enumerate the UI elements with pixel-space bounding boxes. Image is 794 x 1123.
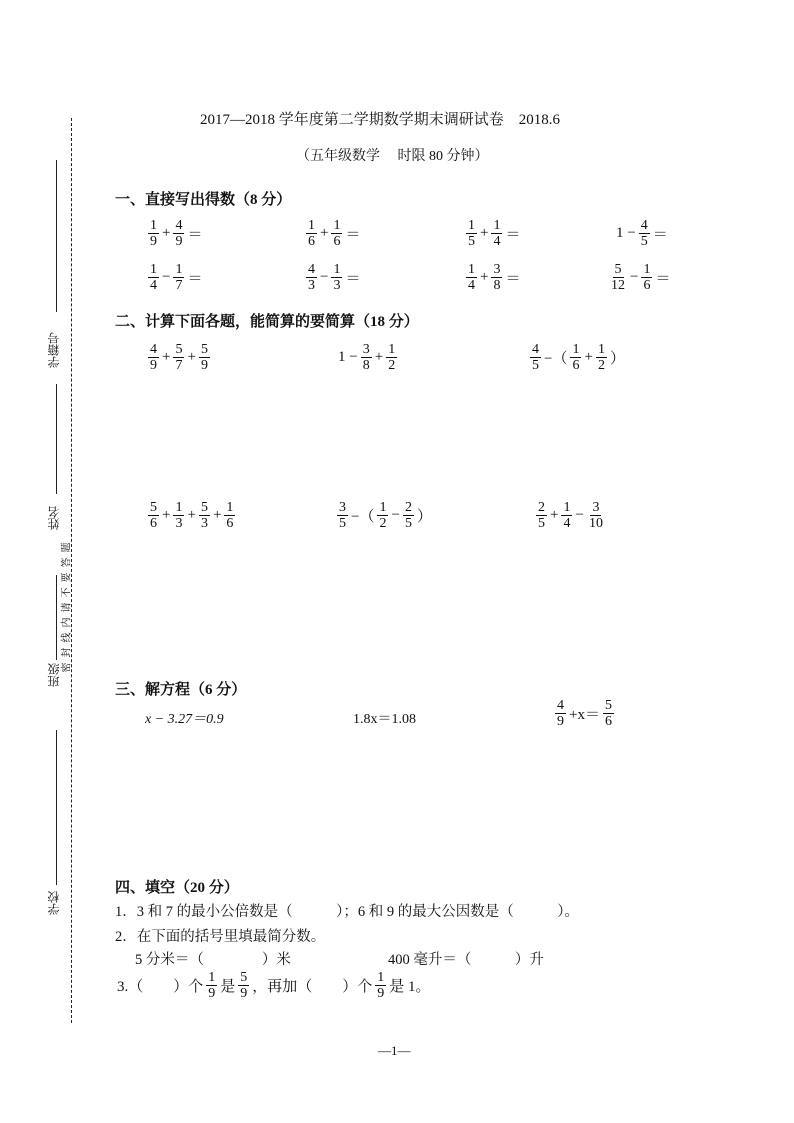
- denominator: 6: [308, 234, 315, 249]
- s1-item-6: [305, 262, 362, 293]
- denominator: 9: [175, 234, 183, 249]
- numerator: 3: [493, 262, 501, 277]
- fraction: [331, 218, 342, 249]
- fraction: [377, 500, 388, 531]
- fraction: [361, 342, 372, 373]
- exam-subtitle: （五年级数学 时限 80 分钟）: [296, 149, 489, 164]
- numerator: 1: [208, 970, 216, 985]
- student-id-line: [56, 160, 57, 312]
- operator: −（: [351, 509, 375, 525]
- denominator: 3: [200, 516, 208, 531]
- fraction: [148, 262, 159, 293]
- fraction: [466, 218, 477, 249]
- operator: 是 1。: [389, 979, 431, 995]
- s3-equation-1: x − 3.27＝0.9: [145, 712, 224, 727]
- section3-heading: 三、解方程（6 分）: [115, 682, 247, 698]
- denominator: 6: [572, 358, 580, 373]
- numerator: 1: [175, 500, 183, 515]
- fraction: [641, 262, 652, 293]
- numerator: 1: [572, 342, 580, 357]
- operator: +: [584, 349, 593, 365]
- fraction: [173, 500, 184, 531]
- numerator: 1: [468, 218, 475, 233]
- denominator: 9: [377, 986, 385, 1001]
- section2-heading: 二、计算下面各题，能简算的要简算（18 分）: [115, 314, 419, 330]
- s4-question-2b: 400 毫升＝（ ）升: [388, 952, 544, 968]
- s1-item-4: [614, 218, 670, 249]
- denominator: 5: [468, 234, 475, 249]
- numerator: 5: [200, 342, 208, 357]
- operator: −: [575, 507, 584, 523]
- numerator: 1: [308, 218, 315, 233]
- numerator: 3: [362, 342, 370, 357]
- operator: ＝: [187, 271, 203, 287]
- seal-char: 答: [61, 557, 73, 568]
- numerator: 1: [150, 218, 157, 233]
- operator: ＝: [345, 271, 361, 287]
- numerator: 1: [468, 262, 475, 277]
- s2-item-3: [529, 342, 627, 373]
- operator: −: [162, 269, 171, 285]
- denominator: 6: [643, 278, 651, 293]
- fraction: [206, 970, 217, 1001]
- fraction: [173, 262, 184, 293]
- operator: +: [187, 349, 196, 365]
- seal-char: 密: [61, 662, 73, 673]
- seal-char: 题: [61, 542, 73, 553]
- numerator: 5: [240, 970, 248, 985]
- operator: +: [162, 349, 171, 365]
- s2-item-2: [336, 342, 398, 373]
- denominator: 12: [611, 278, 625, 293]
- fraction: [337, 500, 348, 531]
- fraction: [466, 262, 477, 293]
- fraction: [148, 342, 159, 373]
- name-line: [56, 384, 57, 494]
- denominator: 5: [339, 516, 346, 531]
- fraction: [148, 218, 159, 249]
- numerator: 5: [604, 698, 612, 713]
- numerator: 4: [532, 342, 539, 357]
- operator: 1 −: [616, 225, 636, 241]
- operator: +: [550, 507, 559, 523]
- fraction: [491, 218, 502, 249]
- fraction: [375, 970, 386, 1001]
- fraction: [148, 500, 159, 531]
- operator: −: [630, 269, 639, 285]
- fraction: [570, 342, 581, 373]
- denominator: 5: [532, 358, 539, 373]
- denominator: 4: [150, 278, 157, 293]
- fraction: [238, 970, 249, 1001]
- denominator: 9: [557, 714, 564, 729]
- denominator: 5: [640, 234, 648, 249]
- s1-item-2: [305, 218, 362, 249]
- s2-item-6: [535, 500, 606, 531]
- operator: −: [391, 507, 400, 523]
- numerator: 1: [597, 342, 605, 357]
- numerator: 5: [150, 500, 157, 515]
- s1-item-5: [147, 262, 204, 293]
- s3-equation-3: [554, 698, 615, 729]
- denominator: 6: [333, 234, 341, 249]
- numerator: 1: [150, 262, 157, 277]
- s2-item-5: [336, 500, 434, 531]
- exam-title: 2017—2018 学年度第二学期数学期末调研试卷 2018.6: [200, 112, 561, 128]
- class-line: [56, 575, 57, 660]
- seal-char: 封: [61, 647, 73, 658]
- seal-char: 内: [61, 617, 73, 628]
- operator: −: [320, 269, 329, 285]
- numerator: 5: [200, 500, 208, 515]
- operator: +: [187, 507, 196, 523]
- student-id-label: 学籍号: [47, 332, 61, 368]
- numerator: 1: [175, 262, 183, 277]
- denominator: 2: [597, 358, 605, 373]
- operator: ，再加（ ）个: [252, 979, 373, 995]
- denominator: 4: [563, 516, 571, 531]
- fraction: [561, 500, 572, 531]
- operator: ）: [609, 351, 625, 367]
- numerator: 4: [150, 342, 157, 357]
- school-line: [56, 730, 57, 885]
- operator: 3.（ ）个: [117, 979, 204, 995]
- denominator: 5: [404, 516, 412, 531]
- denominator: 2: [379, 516, 387, 531]
- seal-char: 不: [61, 587, 73, 598]
- denominator: 6: [604, 714, 612, 729]
- operator: +x＝: [569, 707, 600, 723]
- numerator: 1: [377, 970, 385, 985]
- fraction: [587, 500, 605, 531]
- numerator: 2: [538, 500, 545, 515]
- numerator: 1: [226, 500, 234, 515]
- fraction: [536, 500, 547, 531]
- fraction: [306, 218, 317, 249]
- operator: +: [162, 507, 171, 523]
- fraction: [199, 500, 210, 531]
- operator: +: [480, 269, 489, 285]
- denominator: 5: [538, 516, 545, 531]
- numerator: 1: [643, 262, 651, 277]
- fraction: [609, 262, 627, 293]
- fraction: [199, 342, 210, 373]
- seal-warning-text: [62, 540, 72, 675]
- fraction: [403, 500, 414, 531]
- numerator: 5: [175, 342, 183, 357]
- operator: ＝: [505, 227, 521, 243]
- fraction: [596, 342, 607, 373]
- operator: +: [320, 225, 329, 241]
- fraction: [224, 500, 235, 531]
- denominator: 4: [468, 278, 475, 293]
- s1-item-8: [608, 262, 672, 293]
- denominator: 9: [150, 358, 157, 373]
- numerator: 1: [333, 218, 341, 233]
- page-number: —1—: [378, 1043, 411, 1058]
- operator: ＝: [652, 227, 668, 243]
- denominator: 8: [493, 278, 501, 293]
- denominator: 3: [308, 278, 315, 293]
- denominator: 7: [175, 358, 183, 373]
- s1-item-1: [147, 218, 204, 249]
- s3-equation-2: 1.8x＝1.08: [353, 712, 416, 727]
- fraction: [603, 698, 614, 729]
- operator: ＝: [345, 227, 361, 243]
- operator: 是: [220, 979, 236, 995]
- denominator: 9: [240, 986, 248, 1001]
- school-label: 学校: [47, 891, 61, 915]
- name-label: 姓名: [47, 506, 61, 530]
- s4-question-2: 2．在下面的括号里填最简分数。: [115, 929, 326, 945]
- denominator: 10: [588, 516, 603, 531]
- denominator: 3: [175, 516, 183, 531]
- s2-item-4: [147, 500, 236, 531]
- numerator: 4: [308, 262, 315, 277]
- s4-question-1: 1．3 和 7 的最小公倍数是（ ）；6 和 9 的最大公因数是（ ）。: [115, 904, 579, 920]
- fraction: [530, 342, 541, 373]
- operator: +: [480, 225, 489, 241]
- s4-question-3: [115, 970, 433, 1001]
- numerator: 3: [592, 500, 600, 515]
- s2-item-1: [147, 342, 211, 373]
- denominator: 3: [333, 278, 341, 293]
- numerator: 5: [614, 262, 622, 277]
- fraction: [306, 262, 317, 293]
- denominator: 8: [362, 358, 370, 373]
- numerator: 3: [339, 500, 346, 515]
- operator: ）: [416, 509, 432, 525]
- numerator: 4: [640, 218, 648, 233]
- denominator: 7: [175, 278, 183, 293]
- seal-char: 请: [61, 602, 73, 613]
- fraction: [555, 698, 566, 729]
- operator: −（: [544, 351, 568, 367]
- numerator: 4: [175, 218, 183, 233]
- denominator: 9: [208, 986, 216, 1001]
- denominator: 6: [150, 516, 157, 531]
- numerator: 1: [388, 342, 396, 357]
- s1-item-3: [465, 218, 522, 249]
- operator: ＝: [655, 271, 671, 287]
- seal-char: 要: [61, 572, 73, 583]
- numerator: 4: [557, 698, 564, 713]
- operator: 1 −: [338, 349, 358, 365]
- numerator: 1: [493, 218, 501, 233]
- operator: ＝: [505, 271, 521, 287]
- denominator: 6: [226, 516, 234, 531]
- numerator: 1: [563, 500, 571, 515]
- numerator: 2: [404, 500, 412, 515]
- section4-heading: 四、填空（20 分）: [115, 880, 239, 896]
- fraction: [386, 342, 397, 373]
- fraction: [173, 218, 184, 249]
- operator: +: [162, 225, 171, 241]
- operator: ＝: [187, 227, 203, 243]
- fraction: [491, 262, 502, 293]
- denominator: 2: [388, 358, 396, 373]
- section1-heading: 一、直接写出得数（8 分）: [115, 192, 292, 208]
- operator: +: [212, 507, 222, 523]
- s4-question-2a: 5 分米＝（ ）米: [135, 952, 291, 968]
- fraction: [331, 262, 342, 293]
- s1-item-7: [465, 262, 522, 293]
- denominator: 9: [200, 358, 208, 373]
- denominator: 4: [493, 234, 501, 249]
- fraction: [639, 218, 650, 249]
- operator: +: [374, 349, 384, 365]
- fraction: [173, 342, 184, 373]
- numerator: 1: [333, 262, 341, 277]
- seal-char: 线: [61, 632, 73, 643]
- numerator: 1: [379, 500, 387, 515]
- class-label: 班级: [47, 663, 61, 687]
- denominator: 9: [150, 234, 157, 249]
